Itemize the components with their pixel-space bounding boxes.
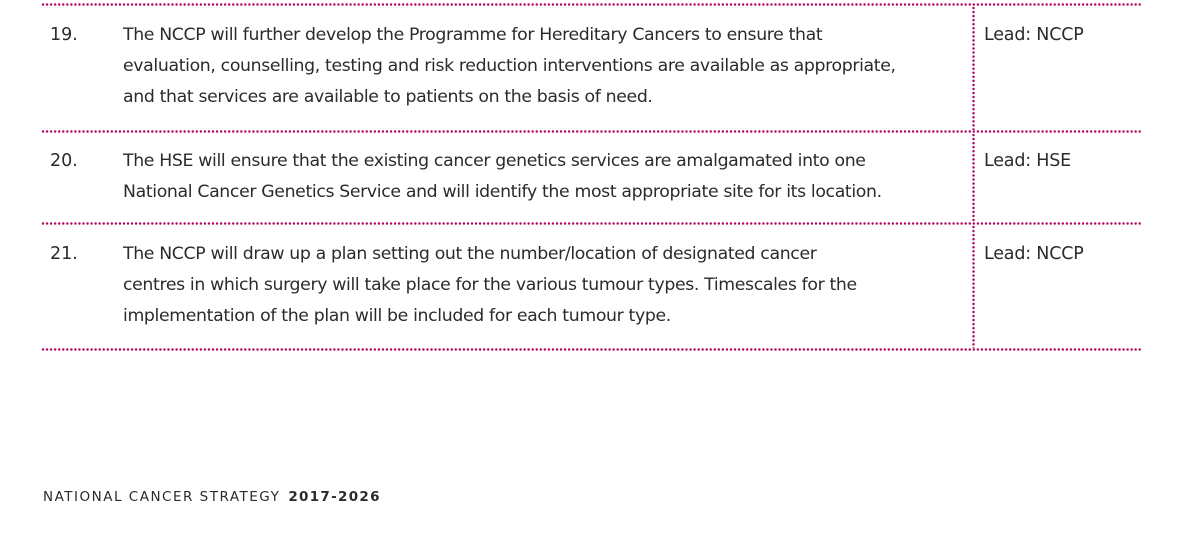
page-footer	[43, 489, 381, 505]
footer-years: 2017-2026	[288, 489, 381, 505]
footer-title: NATIONAL CANCER STRATEGY	[43, 489, 281, 505]
lead-agency: Lead: HSE	[984, 151, 1072, 171]
dotted-column-divider	[972, 133, 975, 222]
dotted-column-divider	[972, 6, 975, 130]
table-row	[41, 225, 1141, 348]
dotted-divider	[41, 348, 1141, 351]
recommendation-text: The NCCP will draw up a plan setting out the number/location of designated cancer centres in which surgery will take place for the various tumour types. Timescales for the implementation of the plan will be included for each tumour type.	[123, 244, 857, 326]
table-row	[41, 133, 1141, 222]
recommendation-text: The HSE will ensure that the existing cancer genetics services are amalgamated into one National Cancer Genetics Service and will identify the most appropriate site for its location.	[123, 151, 882, 202]
dotted-column-divider	[972, 225, 975, 348]
table-row	[41, 6, 1141, 130]
recommendation-text: The NCCP will further develop the Programme for Hereditary Cancers to ensure that evaluation, counselling, testing and risk reduction interventions are available as appropriate, and that services are available to patients on the basis of need.	[123, 25, 896, 107]
lead-agency: Lead: NCCP	[984, 25, 1084, 45]
lead-agency: Lead: NCCP	[984, 244, 1084, 264]
recommendation-number: 20.	[50, 151, 78, 171]
recommendations-table	[41, 3, 1141, 351]
recommendation-number: 19.	[50, 25, 78, 45]
recommendation-number: 21.	[50, 244, 78, 264]
